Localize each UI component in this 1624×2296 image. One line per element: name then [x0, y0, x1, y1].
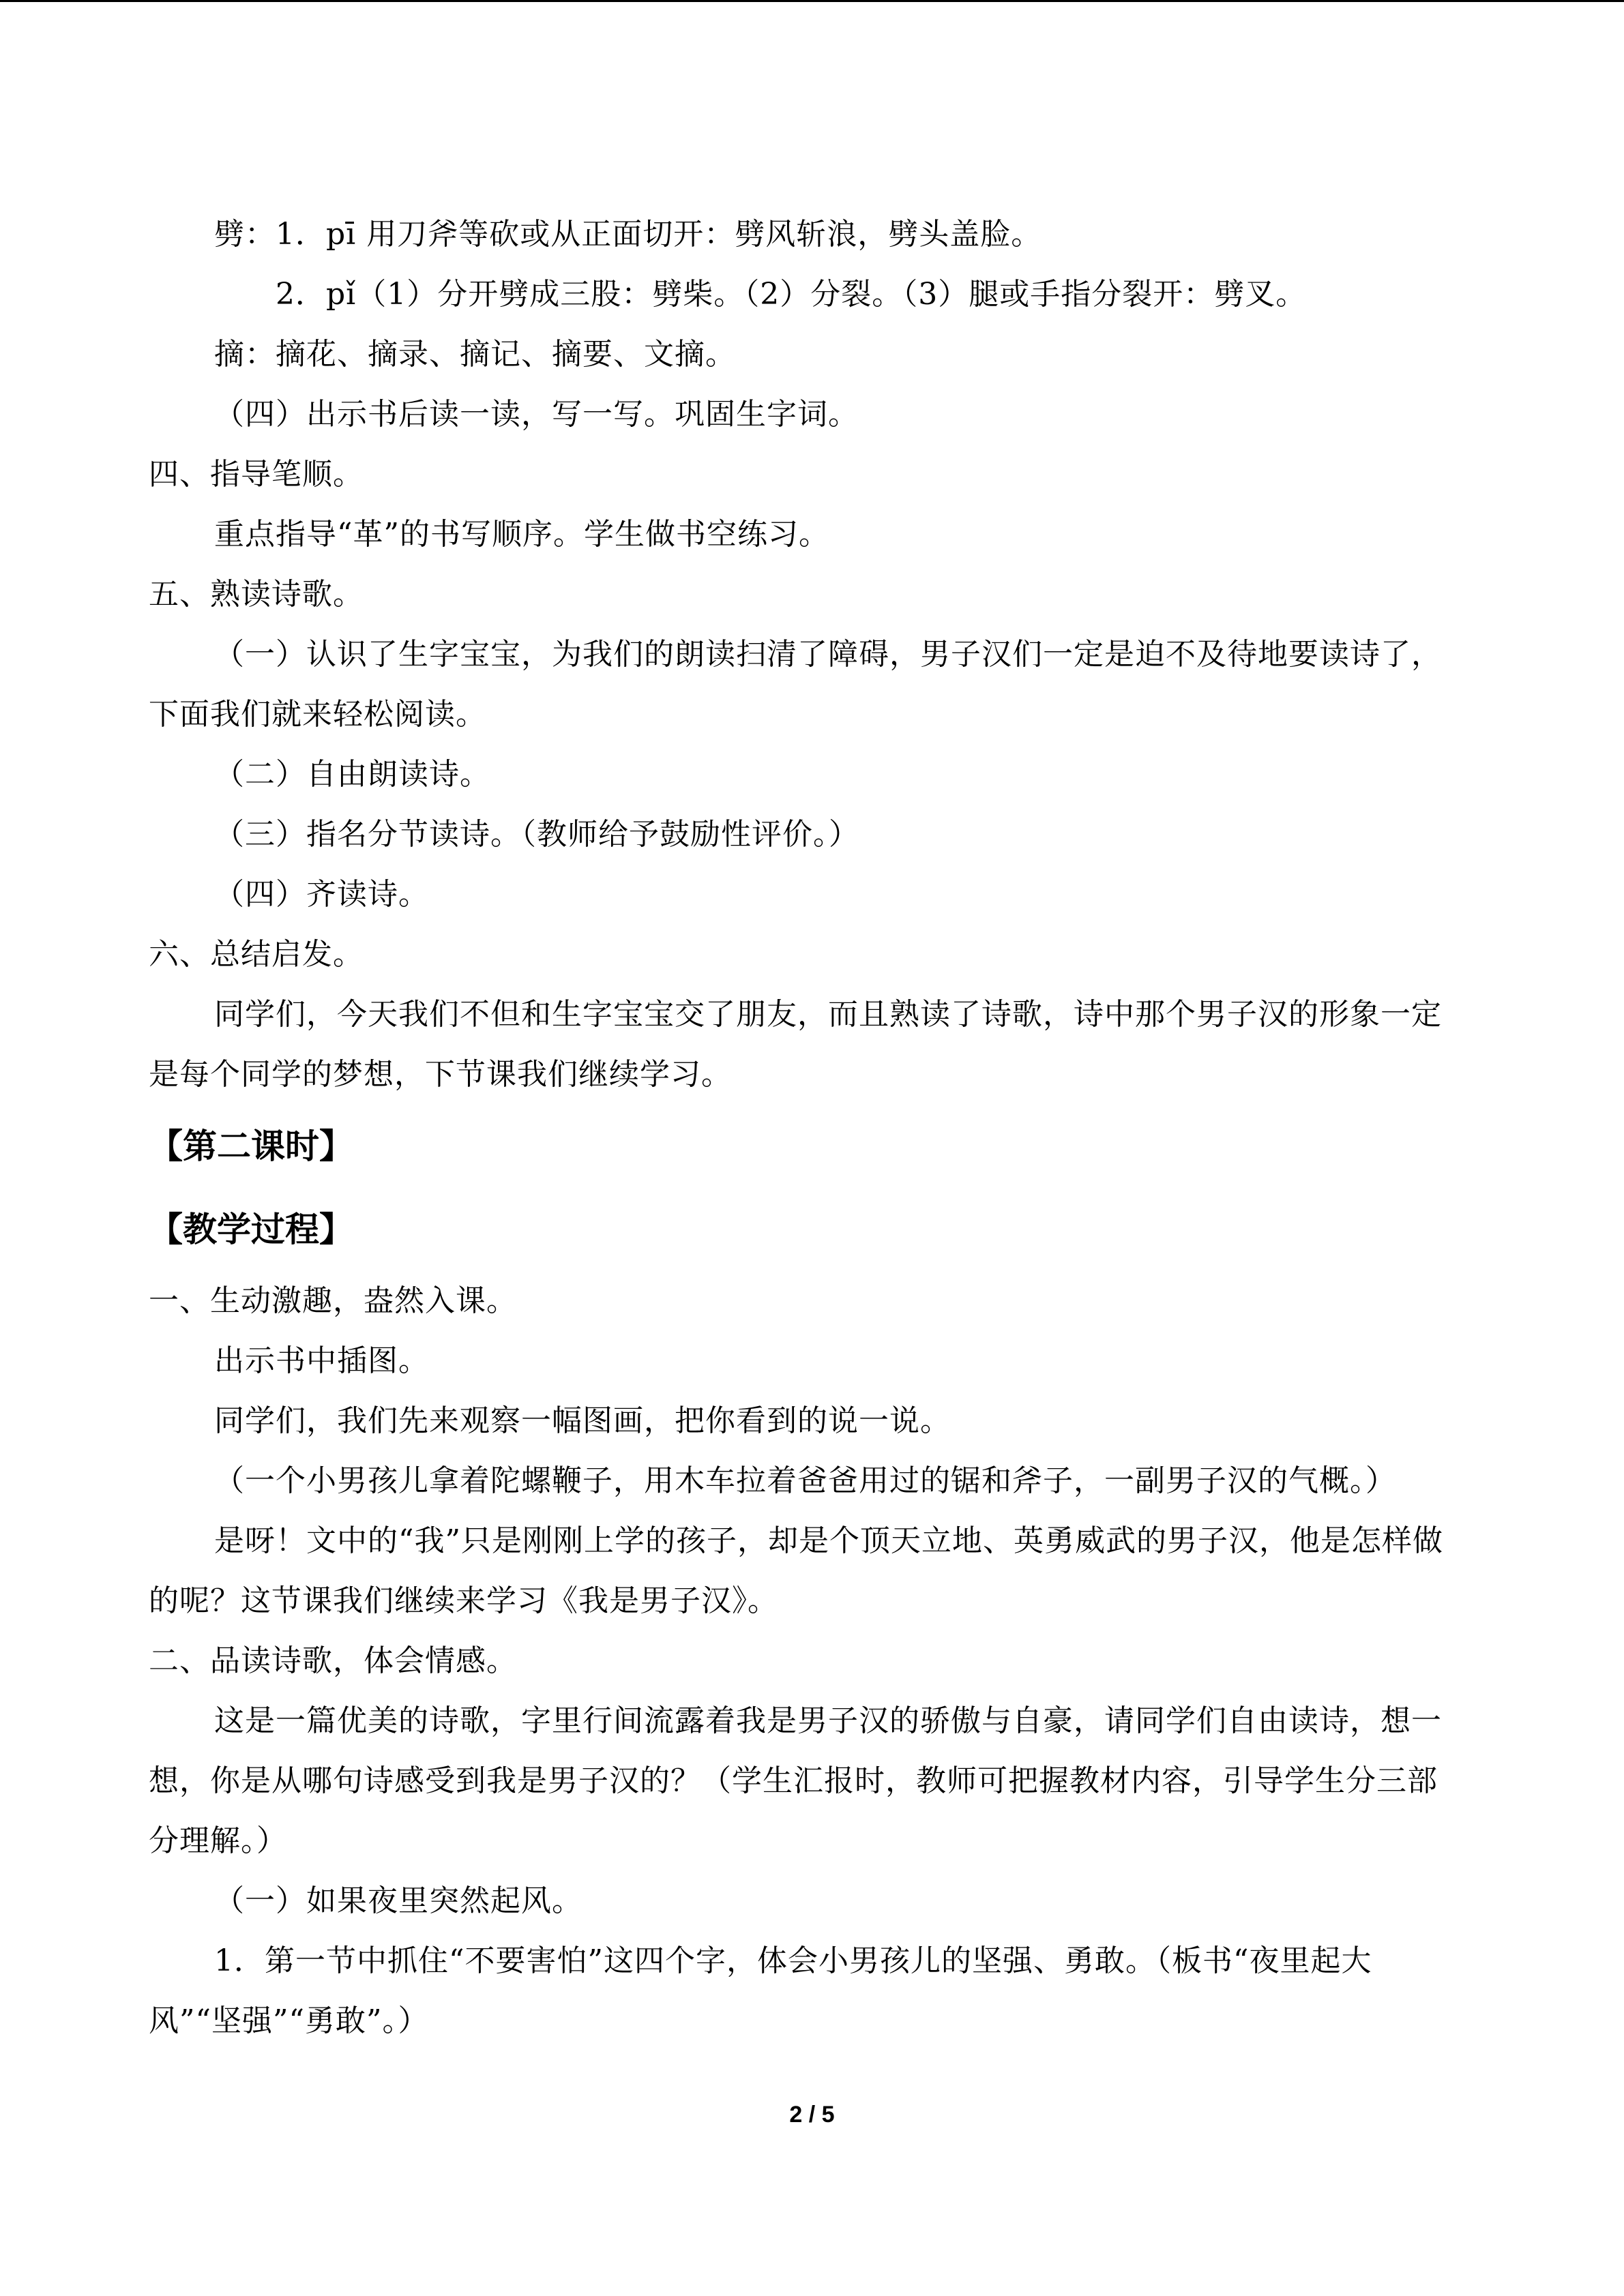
paragraph-lesson-intro: 是呀！文中的“我”只是刚刚上学的孩子，却是个顶天立地、英勇威武的男子汉，他是怎样做的呢？这节课我们继续来学习《我是男子汉》。 [149, 1523, 1443, 1618]
page-number: 2 / 5 [789, 2102, 835, 2128]
paragraph-night-wind: （一）如果夜里突然起风。 [214, 1883, 582, 1918]
paragraph-observe-picture: 同学们，我们先来观察一幅图画，把你看到的说一说。 [214, 1403, 951, 1438]
section-heading-2: 二、品读诗歌，体会情感。 [149, 1643, 517, 1678]
paragraph-group-reading: （四）齐读诗。 [214, 877, 429, 912]
section-heading-1: 一、生动激趣，盎然入课。 [149, 1283, 517, 1318]
paragraph-stroke-order: 重点指导“革”的书写顺序。学生做书空练习。 [214, 517, 829, 552]
paragraph-summary: 同学们，今天我们不但和生字宝宝交了朋友，而且熟读了诗歌，诗中那个男子汉的形象一定是每个同学的梦想，下节课我们继续学习。 [149, 997, 1442, 1092]
section-heading-5: 五、熟读诗歌。 [149, 577, 364, 612]
paragraph-poem-appreciation: 这是一篇优美的诗歌，字里行间流露着我是男子汉的骄傲与自豪，请同学们自由读诗，想一想，你是从哪句诗感受到我是男子汉的？（学生汇报时，教师可把握教材内容，引导学生分三部分理解。） [149, 1703, 1442, 1858]
paragraph-zhai-words: 摘：摘花、摘录、摘记、摘要、文摘。 [214, 337, 736, 372]
paragraph-first-stanza: 1．第一节中抓住“不要害怕”这四个字，体会小男孩儿的坚强、勇敢。（板书“夜里起大风”“坚强”“勇敢”。） [149, 1943, 1372, 2038]
paragraph-pi-meaning-2: 2．pǐ（1）分开劈成三股：劈柴。（2）分裂。（3）腿或手指分裂开：劈叉。 [276, 277, 1307, 312]
heading-second-lesson: 【第二课时】 [149, 1127, 353, 1166]
section-heading-6: 六、总结启发。 [149, 937, 364, 972]
paragraph-step-4: （四）出示书后读一读，写一写。巩固生字词。 [214, 397, 859, 432]
paragraph-picture-description: （一个小男孩儿拿着陀螺鞭子，用木车拉着爸爸用过的锯和斧子，一副男子汉的气概。） [214, 1463, 1396, 1498]
section-heading-4: 四、指导笔顺。 [149, 457, 364, 492]
paragraph-free-reading: （二）自由朗读诗。 [214, 757, 490, 792]
paragraph-show-illustration: 出示书中插图。 [214, 1343, 429, 1378]
paragraph-reading-intro: （一）认识了生字宝宝，为我们的朗读扫清了障碍，男子汉们一定是迫不及待地要读诗了，下面我们就来轻松阅读。 [149, 637, 1442, 732]
top-border-line [0, 0, 1624, 2]
paragraph-pi-meaning-1: 劈：1．pī 用刀斧等砍或从正面切开：劈风斩浪，劈头盖脸。 [214, 217, 1042, 252]
heading-teaching-process: 【教学过程】 [149, 1210, 353, 1249]
paragraph-section-reading: （三）指名分节读诗。（教师给予鼓励性评价。） [214, 817, 859, 852]
document-body [149, 205, 1458, 2051]
